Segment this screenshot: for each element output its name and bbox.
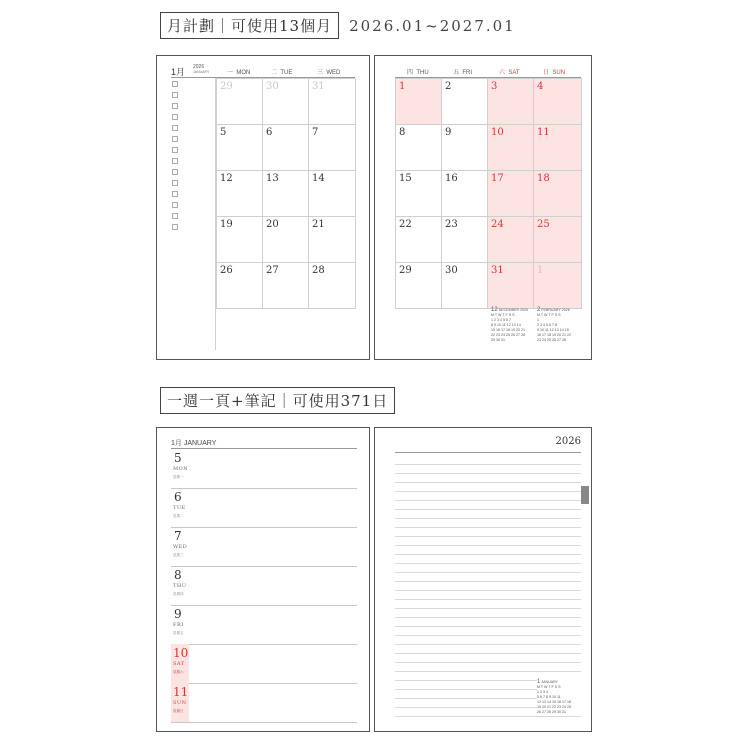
day-cell[interactable]: 29 <box>396 263 442 309</box>
day-header-wed: 三 WED <box>317 70 341 76</box>
day-cell[interactable]: 26 <box>217 263 263 309</box>
day-header-sun: 日 SUN <box>543 70 566 76</box>
day-cell[interactable]: 13 <box>263 171 309 217</box>
day-cell[interactable]: 30 <box>263 79 309 125</box>
note-line <box>395 716 581 717</box>
day-cell[interactable]: 16 <box>442 171 488 217</box>
day-cell-weekend[interactable]: 11 <box>534 125 582 171</box>
day-cell-weekend[interactable]: 18 <box>534 171 582 217</box>
header-rule <box>395 452 581 453</box>
note-line <box>395 500 581 501</box>
day-cell-weekend[interactable]: 4 <box>534 79 582 125</box>
day-cell[interactable]: 27 <box>263 263 309 309</box>
weekly-left-page <box>156 427 370 732</box>
note-line <box>395 491 581 492</box>
note-line <box>395 473 581 474</box>
day-cell-holiday[interactable]: 1 <box>396 79 442 125</box>
checkbox[interactable] <box>172 103 178 109</box>
note-line <box>395 590 581 591</box>
note-line <box>395 536 581 537</box>
monthly-left-page <box>156 55 370 360</box>
checkbox[interactable] <box>172 125 178 131</box>
note-line <box>395 554 581 555</box>
note-line <box>395 482 581 483</box>
mini-calendar-february: 2 FEBRUARY 2026 M T W T F S S 1 2 3 4 5 6 7 8 9 10 11 12 13 14 15 16 17 18 19 20 21 22 23 24 25 26 27 28 <box>537 307 571 342</box>
note-line <box>395 599 581 600</box>
weekly-notes-page <box>374 427 592 732</box>
day-cell[interactable]: 9 <box>442 125 488 171</box>
note-line <box>395 626 581 627</box>
day-header-fri: 五 FRI <box>453 70 473 76</box>
day-cell[interactable]: 30 <box>442 263 488 309</box>
week-day-row-weekend[interactable]: 11 SUN 星期日 <box>171 683 357 723</box>
week-day-row-weekend[interactable]: 10 SAT 星期六 <box>171 644 357 684</box>
day-cell[interactable]: 29 <box>217 79 263 125</box>
day-cell-next-month[interactable]: 1 <box>534 263 582 309</box>
month-grid-right <box>395 78 582 309</box>
day-header-mon: 一 MON <box>227 70 251 76</box>
note-line <box>395 671 581 672</box>
weekly-section-header <box>160 387 395 414</box>
day-cell[interactable]: 20 <box>263 217 309 263</box>
day-cell-weekend[interactable]: 31 <box>488 263 534 309</box>
checkbox[interactable] <box>172 202 178 208</box>
mini-calendar-december: 12 DECEMBER 2025 M T W T F S S 1 2 3 4 5 6 7 8 9 10 11 12 13 14 15 16 17 18 19 20 21 22 23 24 25 26 27 28 29 30 31 <box>491 307 529 342</box>
note-line <box>395 572 581 573</box>
day-cell[interactable]: 19 <box>217 217 263 263</box>
day-cell[interactable]: 5 <box>217 125 263 171</box>
checkbox[interactable] <box>172 191 178 197</box>
note-line <box>395 509 581 510</box>
day-header-tue: 二 TUE <box>271 70 293 76</box>
day-header-sat: 六 SAT <box>499 70 520 76</box>
note-line <box>395 653 581 654</box>
note-line <box>395 617 581 618</box>
day-cell-weekend[interactable]: 17 <box>488 171 534 217</box>
checkbox[interactable] <box>172 180 178 186</box>
monthly-section-header <box>160 12 516 39</box>
note-line <box>395 608 581 609</box>
week-day-row[interactable]: 7 WED 星期三 <box>171 527 357 567</box>
monthly-date-range: 2026.01~2027.01 <box>349 16 516 35</box>
day-cell[interactable]: 12 <box>217 171 263 217</box>
day-cell[interactable]: 15 <box>396 171 442 217</box>
checkbox[interactable] <box>172 213 178 219</box>
monthly-section-title: 月計劃｜可使用13個月 <box>160 12 339 39</box>
checkbox[interactable] <box>172 92 178 98</box>
day-cell[interactable]: 6 <box>263 125 309 171</box>
checkbox[interactable] <box>172 169 178 175</box>
checkbox[interactable] <box>172 114 178 120</box>
month-en: JANUARY <box>193 70 210 74</box>
index-tab[interactable] <box>581 486 589 504</box>
note-line <box>395 644 581 645</box>
day-cell-weekend[interactable]: 3 <box>488 79 534 125</box>
note-line <box>395 635 581 636</box>
day-header-thu: 四 THU <box>407 70 429 76</box>
note-line <box>395 464 581 465</box>
day-cell[interactable]: 14 <box>309 171 356 217</box>
week-day-row[interactable]: 6 TUE 星期二 <box>171 488 357 528</box>
checkbox[interactable] <box>172 147 178 153</box>
month-grid-left <box>216 78 356 309</box>
day-cell[interactable]: 2 <box>442 79 488 125</box>
notes-year: 2026 <box>555 436 581 447</box>
week-day-row[interactable]: 9 FRI 星期五 <box>171 605 357 645</box>
note-line <box>395 527 581 528</box>
note-line <box>395 563 581 564</box>
mini-calendar-january: 1 JANUARY M T W T F S S 1 2 3 4 5 6 7 8 9 10 11 12 13 14 15 16 17 18 19 20 21 22 23 24 25 26 27 28 29 30 31 <box>537 680 581 715</box>
note-line <box>395 662 581 663</box>
day-cell[interactable]: 23 <box>442 217 488 263</box>
day-cell[interactable]: 7 <box>309 125 356 171</box>
weekly-month-header: 1月 JANUARY <box>171 440 217 447</box>
checkbox[interactable] <box>172 158 178 164</box>
week-day-row[interactable]: 5 MON 星期一 <box>171 449 357 489</box>
checkbox[interactable] <box>172 136 178 142</box>
day-cell[interactable]: 22 <box>396 217 442 263</box>
day-cell[interactable]: 31 <box>309 79 356 125</box>
day-cell-weekend[interactable]: 10 <box>488 125 534 171</box>
day-cell-weekend[interactable]: 25 <box>534 217 582 263</box>
note-line <box>395 518 581 519</box>
week-day-row[interactable]: 8 THU 星期四 <box>171 566 357 606</box>
checkbox[interactable] <box>172 81 178 87</box>
day-cell[interactable]: 21 <box>309 217 356 263</box>
day-cell-weekend[interactable]: 24 <box>488 217 534 263</box>
month-number: 1月 <box>171 67 186 77</box>
weekly-section-title: 一週一頁+筆記｜可使用371日 <box>160 387 395 414</box>
checkbox[interactable] <box>172 224 178 230</box>
month-year: 2026 <box>193 64 205 70</box>
note-line <box>395 581 581 582</box>
todo-column <box>169 78 216 350</box>
note-line <box>395 545 581 546</box>
monthly-right-page <box>374 55 592 360</box>
day-cell[interactable]: 8 <box>396 125 442 171</box>
day-cell[interactable]: 28 <box>309 263 356 309</box>
